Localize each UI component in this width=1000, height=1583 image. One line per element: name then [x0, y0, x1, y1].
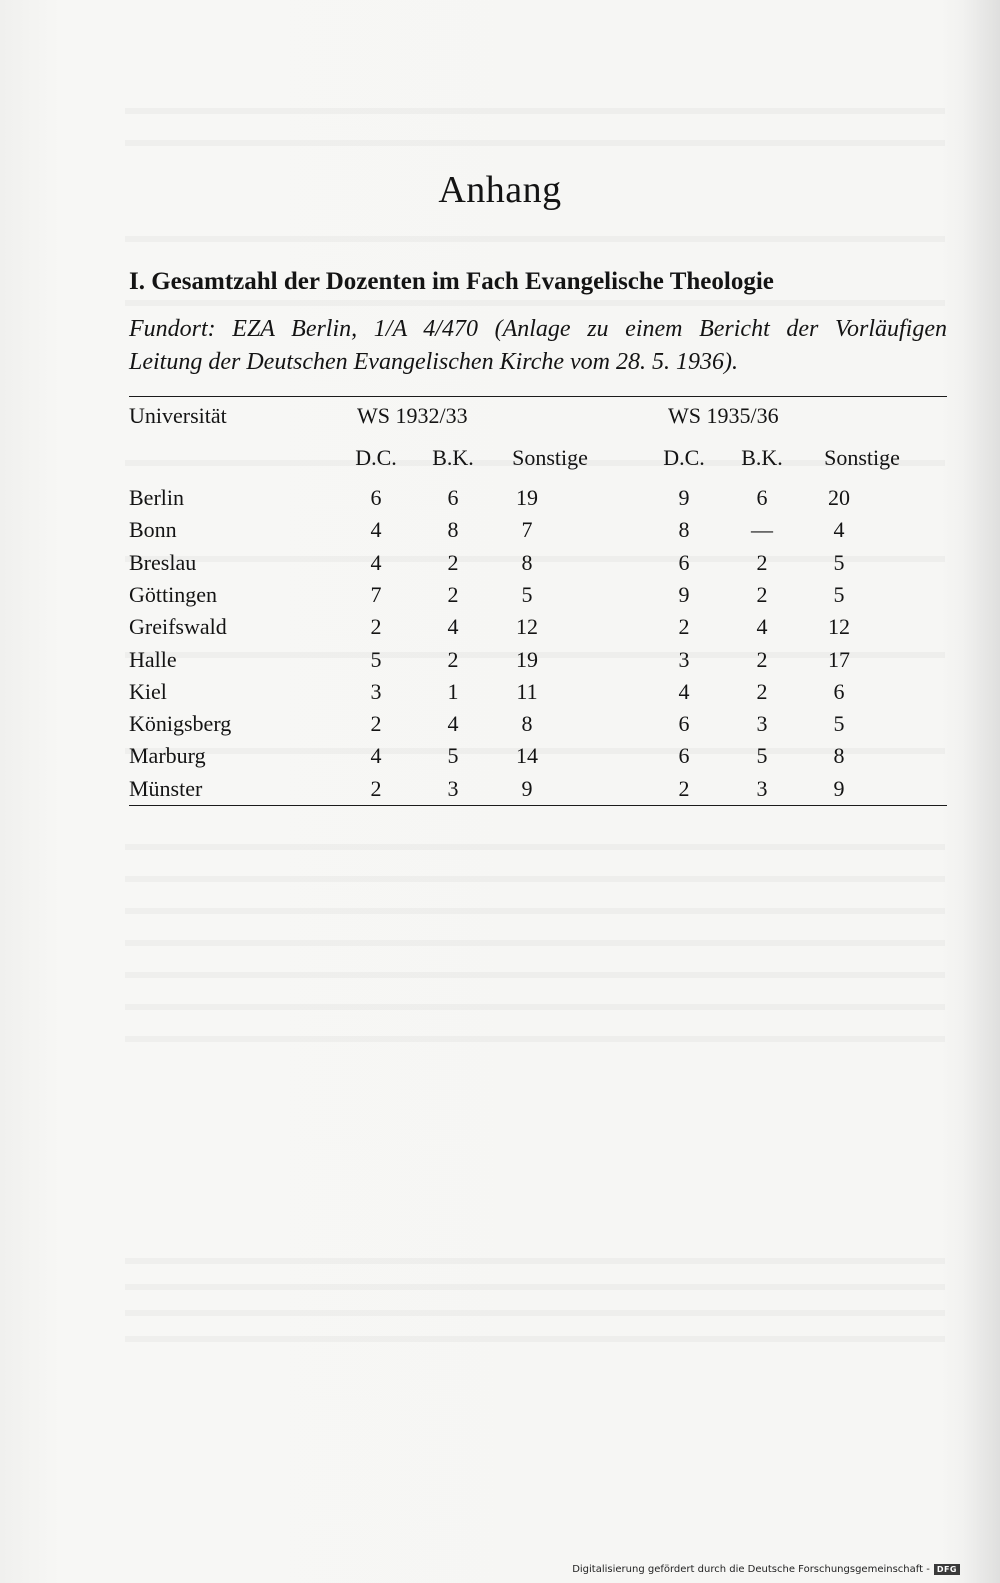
table-cell: 11 [516, 679, 538, 704]
table-cell: 7 [521, 517, 533, 542]
page-gutter-shadow [962, 0, 1000, 1583]
table-cell: 4 [447, 711, 459, 736]
table-cell: 4 [370, 550, 382, 575]
table-cell: 9 [678, 485, 690, 510]
table-cell: 7 [370, 582, 382, 607]
table-cell: 5 [833, 550, 845, 575]
table-cell: 4 [678, 679, 690, 704]
table-cell: 3 [756, 711, 768, 736]
table-cell: 4 [756, 614, 768, 639]
table-cell: 6 [678, 743, 690, 768]
row-label-university: Göttingen [129, 582, 217, 607]
table-cell: 6 [370, 485, 382, 510]
table-cell: 2 [756, 550, 768, 575]
column-subheader: D.C. [355, 445, 397, 470]
column-group-header-ws-1935-36: WS 1935/36 [668, 403, 779, 428]
table-cell: 2 [370, 776, 382, 801]
table-cell: 5 [756, 743, 768, 768]
table-cell: 3 [447, 776, 459, 801]
row-label-university: Münster [129, 776, 203, 801]
column-subheader: Sonstige [824, 445, 900, 470]
row-label-university: Marburg [129, 743, 206, 768]
source-note-line-1: Fundort: EZA Berlin, 1/A 4/470 (Anlage zu einem Bericht der Vorläufigen [129, 316, 947, 342]
table-cell: 2 [756, 647, 768, 672]
footer-text: Digitalisierung gefördert durch die Deutsche Forschungsgemeinschaft - [572, 1564, 930, 1575]
table-cell: 6 [447, 485, 459, 510]
table-cell: 9 [833, 776, 845, 801]
table-cell: 9 [521, 776, 533, 801]
table-cell: 5 [521, 582, 533, 607]
table-cell: 19 [516, 485, 538, 510]
column-subheader: D.C. [663, 445, 705, 470]
row-label-university: Bonn [129, 517, 177, 542]
column-header-university: Universität [129, 403, 227, 428]
table-cell: 17 [828, 647, 850, 672]
table-cell: 8 [447, 517, 459, 542]
table-cell: 8 [521, 550, 533, 575]
table-cell: 8 [833, 743, 845, 768]
table-cell: 4 [370, 517, 382, 542]
table-cell: — [751, 517, 773, 542]
table-cell: 8 [678, 517, 690, 542]
table-cell: 2 [447, 582, 459, 607]
row-label-university: Kiel [129, 679, 167, 704]
source-note [129, 313, 947, 379]
table-cell: 5 [447, 743, 459, 768]
column-subheader: Sonstige [512, 445, 588, 470]
table-cell: 12 [828, 614, 850, 639]
table-cell: 2 [447, 647, 459, 672]
table-cell: 5 [833, 582, 845, 607]
table-cell: 2 [678, 776, 690, 801]
row-label-university: Breslau [129, 550, 197, 575]
table-cell: 4 [833, 517, 845, 542]
table-cell: 19 [516, 647, 538, 672]
table-cell: 5 [370, 647, 382, 672]
digitization-footer [572, 1564, 960, 1575]
row-label-university: Halle [129, 647, 177, 672]
table-cell: 2 [678, 614, 690, 639]
table-cell: 5 [833, 711, 845, 736]
table-cell: 4 [447, 614, 459, 639]
table-cell: 9 [678, 582, 690, 607]
table-cell: 3 [756, 776, 768, 801]
table-top-rule [129, 396, 947, 397]
table-cell: 6 [756, 485, 768, 510]
table-cell: 6 [678, 550, 690, 575]
table-cell: 3 [370, 679, 382, 704]
table-cell: 1 [447, 679, 459, 704]
row-label-university: Berlin [129, 485, 184, 510]
page-title: Anhang [438, 169, 562, 211]
table-cell: 6 [678, 711, 690, 736]
table-cell: 14 [516, 743, 538, 768]
table-cell: 20 [828, 485, 850, 510]
table-cell: 3 [678, 647, 690, 672]
column-subheader: B.K. [432, 445, 474, 470]
table-cell: 2 [447, 550, 459, 575]
table-cell: 12 [516, 614, 538, 639]
source-note-line-2: Leitung der Deutschen Evangelischen Kirche vom 28. 5. 1936). [129, 349, 738, 375]
table-cell: 2 [370, 711, 382, 736]
section-heading: I. Gesamtzahl der Dozenten im Fach Evangelische Theologie [129, 268, 774, 295]
table-cell: 2 [370, 614, 382, 639]
table-cell: 2 [756, 679, 768, 704]
column-group-header-ws-1932-33: WS 1932/33 [357, 403, 468, 428]
table-bottom-rule [129, 805, 947, 806]
column-subheader: B.K. [741, 445, 783, 470]
table-cell: 6 [833, 679, 845, 704]
dfg-logo: DFG [934, 1564, 960, 1575]
row-label-university: Greifswald [129, 614, 227, 639]
row-label-university: Königsberg [129, 711, 232, 736]
table-cell: 2 [756, 582, 768, 607]
table-cell: 4 [370, 743, 382, 768]
table-cell: 8 [521, 711, 533, 736]
